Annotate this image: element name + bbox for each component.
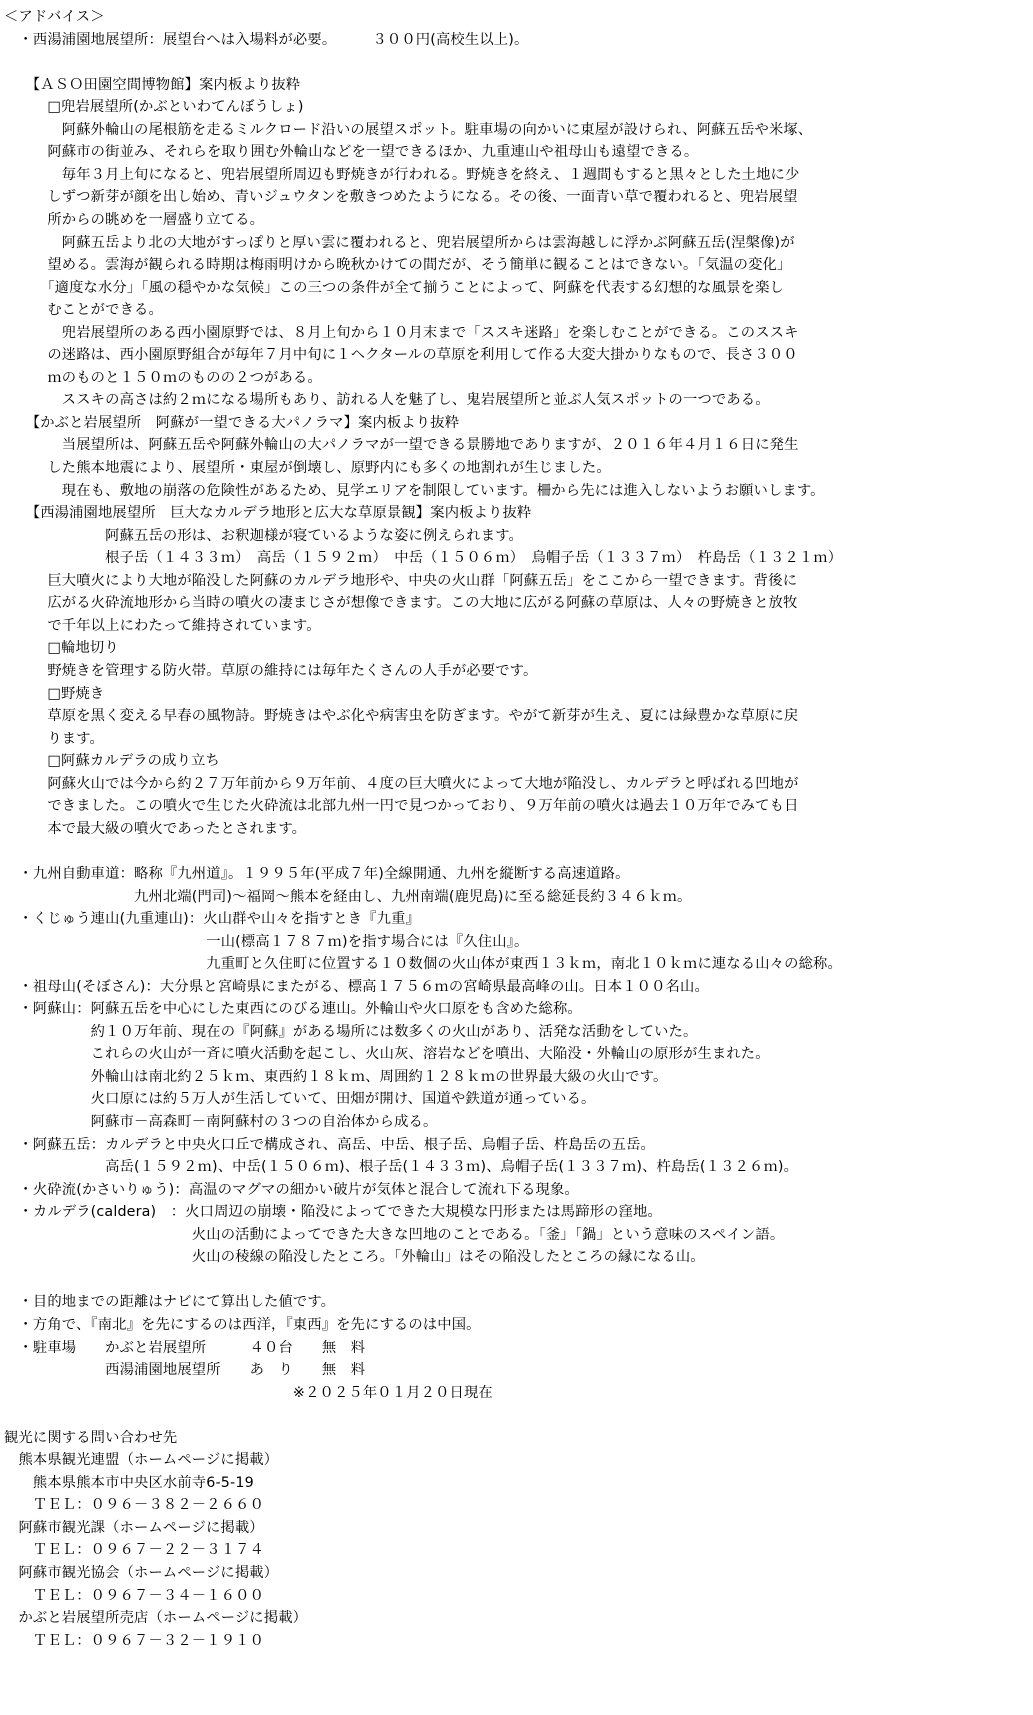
text-line: 熊本県観光連盟（ホームページに掲載） (4, 1452, 279, 1469)
text-line: かぶと岩展望所売店（ホームページに掲載） (4, 1610, 308, 1626)
text-line: 阿蘇市観光協会（ホームページに掲載） (4, 1565, 279, 1581)
text-line: 毎年３月上旬になると、兜岩展望所周辺も野焼きが行われる。野焼きを終え、１週間もすると黒々とした土地に少 (4, 166, 800, 183)
text-line: 阿蘇五岳より北の大地がすっぽりと厚い雲に覆われると、兜岩展望所からは雲海越しに浮かぶ阿蘇五岳(涅槃像)が (4, 234, 795, 251)
text-line: 九州北端(門司)～福岡～熊本を経由し、九州南端(鹿児島)に至る総延長約３４６ｋｍ。 (4, 888, 692, 905)
text-line: 草原を黒く変える早春の風物詩。野焼きはやぶ化や病害虫を防ぎます。やがて新芽が生え、夏には緑豊かな草原に戻 (4, 708, 799, 725)
text-line: ＴＥＬ：０９６７－２２－３１７４ (4, 1542, 265, 1559)
text-line: 阿蘇五岳の形は、お釈迦様が寝ているような姿に例えられます。 (4, 527, 523, 544)
text-line: □兜岩展望所(かぶといわてんぼうしょ) (4, 99, 304, 116)
text-line: ・西湯浦園地展望所：展望台へは入場料が必要。 ３００円(高校生以上)。 (4, 31, 529, 48)
text-line: 約１０万年前、現在の『阿蘇』がある場所には数多くの火山があり、活発な活動をしていた。 (4, 1023, 698, 1040)
text-line: 【ＡＳＯ田園空間博物館】案内板より抜粋 (4, 76, 301, 93)
text-line: 現在も、敷地の崩落の危険性があるため、見学エリアを制限しています。柵から先には進入しないようお願いします。 (4, 482, 825, 499)
text-line: ・目的地までの距離はナビにて算出した値です。 (4, 1294, 336, 1311)
text-line: 兜岩展望所のある西小園原野では、８月上旬から１０月末まで「ススキ迷路」を楽しむことができる。このススキ (4, 324, 799, 341)
text-line: むことができる。 (4, 302, 163, 319)
text-line: 【かぶと岩展望所 阿蘇が一望できる大パノラマ】案内板より抜粋 (4, 414, 460, 431)
text-line: 西湯浦園地展望所 あ り 無 料 (4, 1362, 366, 1378)
text-line: 阿蘇市観光課（ホームページに掲載） (4, 1519, 264, 1536)
text-line: ります。 (4, 730, 104, 747)
text-line: 本で最大級の噴火であったとされます。 (4, 820, 307, 837)
text-line: 高岳(１５９２ｍ)、中岳(１５０６ｍ)、根子岳(１４３３ｍ)、烏帽子岳(１３３７ｍ)、杵島岳(１３２６ｍ)。 (4, 1159, 799, 1175)
text-line: 阿蘇外輪山の尾根筋を走るミルクロード沿いの展望スポット。駐車場の向かいに東屋が設けられ、阿蘇五岳や米塚、 (4, 121, 813, 138)
text-line: しずつ新芽が顔を出し始め、青いジュウタンを敷きつめたようになる。その後、一面青い草で覆われると、兜岩展望 (4, 189, 798, 206)
text-line: 火山の稜線の陥没したところ。「外輪山」はその陥没したところの縁になる山。 (4, 1249, 705, 1266)
text-line: □阿蘇カルデラの成り立ち (4, 753, 220, 770)
text-line: ・火砕流(かさいりゅう)：高温のマグマの細かい破片が気体と混合して流れ下る現象。 (4, 1181, 579, 1198)
text-line: 阿蘇市の街並み、それらを取り囲む外輪山などを一望できるほか、九重連山や祖母山も遠望できる。 (4, 144, 699, 161)
text-line: 根子岳（１４３３ｍ） 高岳（１５９２ｍ） 中岳（１５０６ｍ） 烏帽子岳（１３３７ｍ） 杵島岳（１３２１ｍ） (4, 550, 843, 567)
text-line: ・駐車場 かぶと岩展望所 ４０台 無 料 (4, 1339, 366, 1356)
text-line: 外輪山は南北約２５ｋｍ、東西約１８ｋｍ、周囲約１２８ｋｍの世界最大級の火山です。 (4, 1068, 668, 1085)
text-line: ・方角で、『南北』を先にするのは西洋，『東西』を先にするのは中国。 (4, 1316, 481, 1333)
text-line: 火口原には約５万人が生活していて、田畑が開け、国道や鉄道が通っている。 (4, 1091, 596, 1108)
text-line: ・九州自動車道：略称『九州道』。１９９５年(平成７年)全線開通、九州を縦断する高速道路。 (4, 865, 630, 882)
text-line: の迷路は、西小園原野組合が毎年７月中旬に１ヘクタールの草原を利用して作る大変大掛かりなもので、長さ３００ (4, 347, 798, 364)
text-line: 広がる火砕流地形から当時の噴火の凄まじさが想像できます。この大地に広がる阿蘇の草原は、人々の野焼きと放牧 (4, 595, 798, 612)
text-line: これらの火山が一斉に噴火活動を起こし、火山灰、溶岩などを噴出、大陥没・外輪山の原形が生まれた。 (4, 1046, 770, 1063)
text-line: □輪地切り (4, 640, 119, 657)
text-line: 所からの眺めを一層盛り立てる。 (4, 212, 265, 228)
text-line: ｍのものと１５０ｍのものの２つがある。 (4, 369, 322, 386)
text-line: した熊本地震により、展望所・東屋が倒壊し、原野内にも多くの地割れが生じました。 (4, 460, 611, 476)
text-line: 野焼きを管理する防火帯。草原の維持には毎年たくさんの人手が必要です。 (4, 663, 538, 679)
text-line: □野焼き (4, 685, 105, 702)
text-line: ＴＥＬ：０９６７－３２－１９１０ (4, 1632, 265, 1649)
text-line: ・阿蘇山：阿蘇五岳を中心にした東西にのびる連山。外輪山や火口原をも含めた総称。 (4, 1001, 582, 1018)
text-line: 火山の活動によってできた大きな凹地のことである。「釜」「鍋」という意味のスペイン語。 (4, 1226, 785, 1243)
text-line: ※２０２５年０１月２０日現在 (4, 1384, 493, 1401)
text-line: ・祖母山(そぼさん)：大分県と宮崎県にまたがる、標高１７５６ｍの宮崎県最高峰の山。日本１００名山。 (4, 978, 709, 995)
text-line: 当展望所は、阿蘇五岳や阿蘇外輪山の大パノラマが一望できる景勝地でありますが、２０１６年４月１６日に発生 (4, 437, 799, 454)
text-line: 望める。雲海が観られる時期は梅雨明けから晩秋かけての間だが、そう簡単に観ることはできない。「気温の変化」 (4, 257, 792, 274)
text-line: 九重町と久住町に位置する１０数個の火山体が東西１３ｋｍ，南北１０ｋｍに連なる山々の総称。 (4, 956, 842, 973)
text-line: ＴＥＬ：０９６－３８２－２６６０ (4, 1497, 265, 1514)
text-line: ・カルデラ(caldera) ：火口周辺の崩壊・陥没によってできた大規模な円形または馬蹄形の窪地。 (4, 1204, 662, 1221)
text-line: 阿蘇市－高森町－南阿蘇村の３つの自治体から成る。 (4, 1114, 438, 1130)
text-line: 一山(標高１７８７ｍ)を指す場合には『久住山』。 (4, 933, 529, 950)
text-line: ＜アドバイス＞ (4, 9, 105, 25)
text-line: 「適度な水分」「風の穏やかな気候」この三つの条件が全て揃うことによって、阿蘇を代表する幻想的な風景を楽し (4, 279, 784, 296)
text-line: 阿蘇火山では今から約２７万年前から９万年前、４度の巨大噴火によって大地が陥没し、カルデラと呼ばれる凹地が (4, 775, 799, 792)
text-line: ・阿蘇五岳：カルデラと中央火口丘で構成され、高岳、中岳、根子岳、烏帽子岳、杵島岳の五岳。 (4, 1136, 655, 1153)
text-line: ススキの高さは約２ｍになる場所もあり、訪れる人を魅了し、鬼岩展望所と並ぶ人気スポットの一つである。 (4, 392, 770, 409)
text-line: 巨大噴火により大地が陥没した阿蘇のカルデラ地形や、中央の火山群「阿蘇五岳」をここから一望できます。背後に (4, 572, 798, 589)
text-line: 【西湯浦園地展望所 巨大なカルデラ地形と広大な草原景観】案内板より抜粋 (4, 505, 532, 522)
text-line: 観光に関する問い合わせ先 (4, 1429, 178, 1446)
text-line: できました。この噴火で生じた火砕流は北部九州一円で見つかっており、９万年前の噴火は過去１０万年でみても日 (4, 798, 799, 815)
text-line: で千年以上にわたって維持されています。 (4, 617, 321, 634)
text-line: ＴＥＬ：０９６７－３４－１６００ (4, 1587, 265, 1604)
text-line: ・くじゅう連山(九重連山)：火山群や山々を指すとき『九重』 (4, 911, 420, 927)
text-line: 熊本県熊本市中央区水前寺6-5-19 (4, 1474, 254, 1491)
